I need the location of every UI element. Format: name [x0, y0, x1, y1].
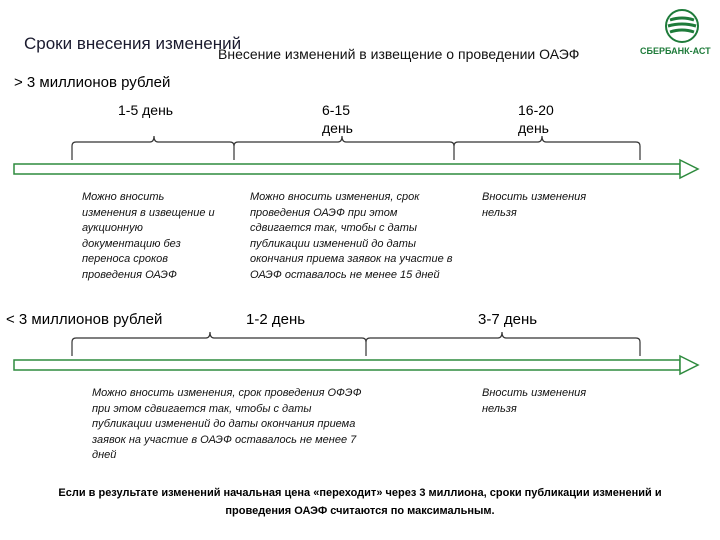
upper-brace-1 [72, 136, 234, 160]
lower-note-1: Можно вносить изменения, срок проведения ОФЭФ при этом сдвигается так, чтобы с даты публикации изменений до даты окончания приема заявок на участие в ОАЭФ оставалось не менее 7 дней [92, 387, 362, 461]
upper-brace-3 [454, 136, 640, 160]
upper-brace-2 [234, 136, 454, 160]
slide-title: Сроки внесения изменений [24, 34, 242, 53]
upper-period-1-label: 1-5 день [118, 102, 174, 118]
upper-note-2: Можно вносить изменения, срок проведения ОАЭФ при этом сдвигается так, чтобы с даты публикации изменений до даты окончания приема заявок на участие в ОАЭФ оставалось не менее 15 дней [250, 191, 453, 281]
lower-brace-2 [366, 332, 640, 356]
upper-period-2-label: 6-15 день [322, 102, 353, 136]
upper-period-3-label: 16-20 день [518, 102, 554, 136]
upper-heading: > 3 миллионов рублей [14, 74, 171, 91]
lower-note-2: Вносить изменения нельзя [482, 387, 587, 415]
lower-period-2-label: 3-7 день [478, 311, 538, 328]
slide-subtitle: Внесение изменений в извещение о проведении ОАЭФ [218, 46, 580, 62]
lower-period-1-label: 1-2 день [246, 311, 306, 328]
logo-text: СБЕРБАНК-АСТ [640, 46, 711, 56]
lower-timeline-arrow [14, 356, 698, 374]
upper-timeline-arrow [14, 160, 698, 178]
footer-note: Если в результате изменений начальная цена «переходит» через 3 миллиона, сроки публикации изменений и проведения ОАЭФ считаются по максимальным. [58, 487, 662, 517]
lower-heading: < 3 миллионов рублей [6, 311, 163, 328]
lower-brace-1 [72, 332, 366, 356]
upper-note-1: Можно вносить изменения в извещение и аукционную документацию без переноса сроков проведения ОАЭФ [82, 191, 215, 281]
upper-note-3: Вносить изменения нельзя [482, 191, 587, 219]
